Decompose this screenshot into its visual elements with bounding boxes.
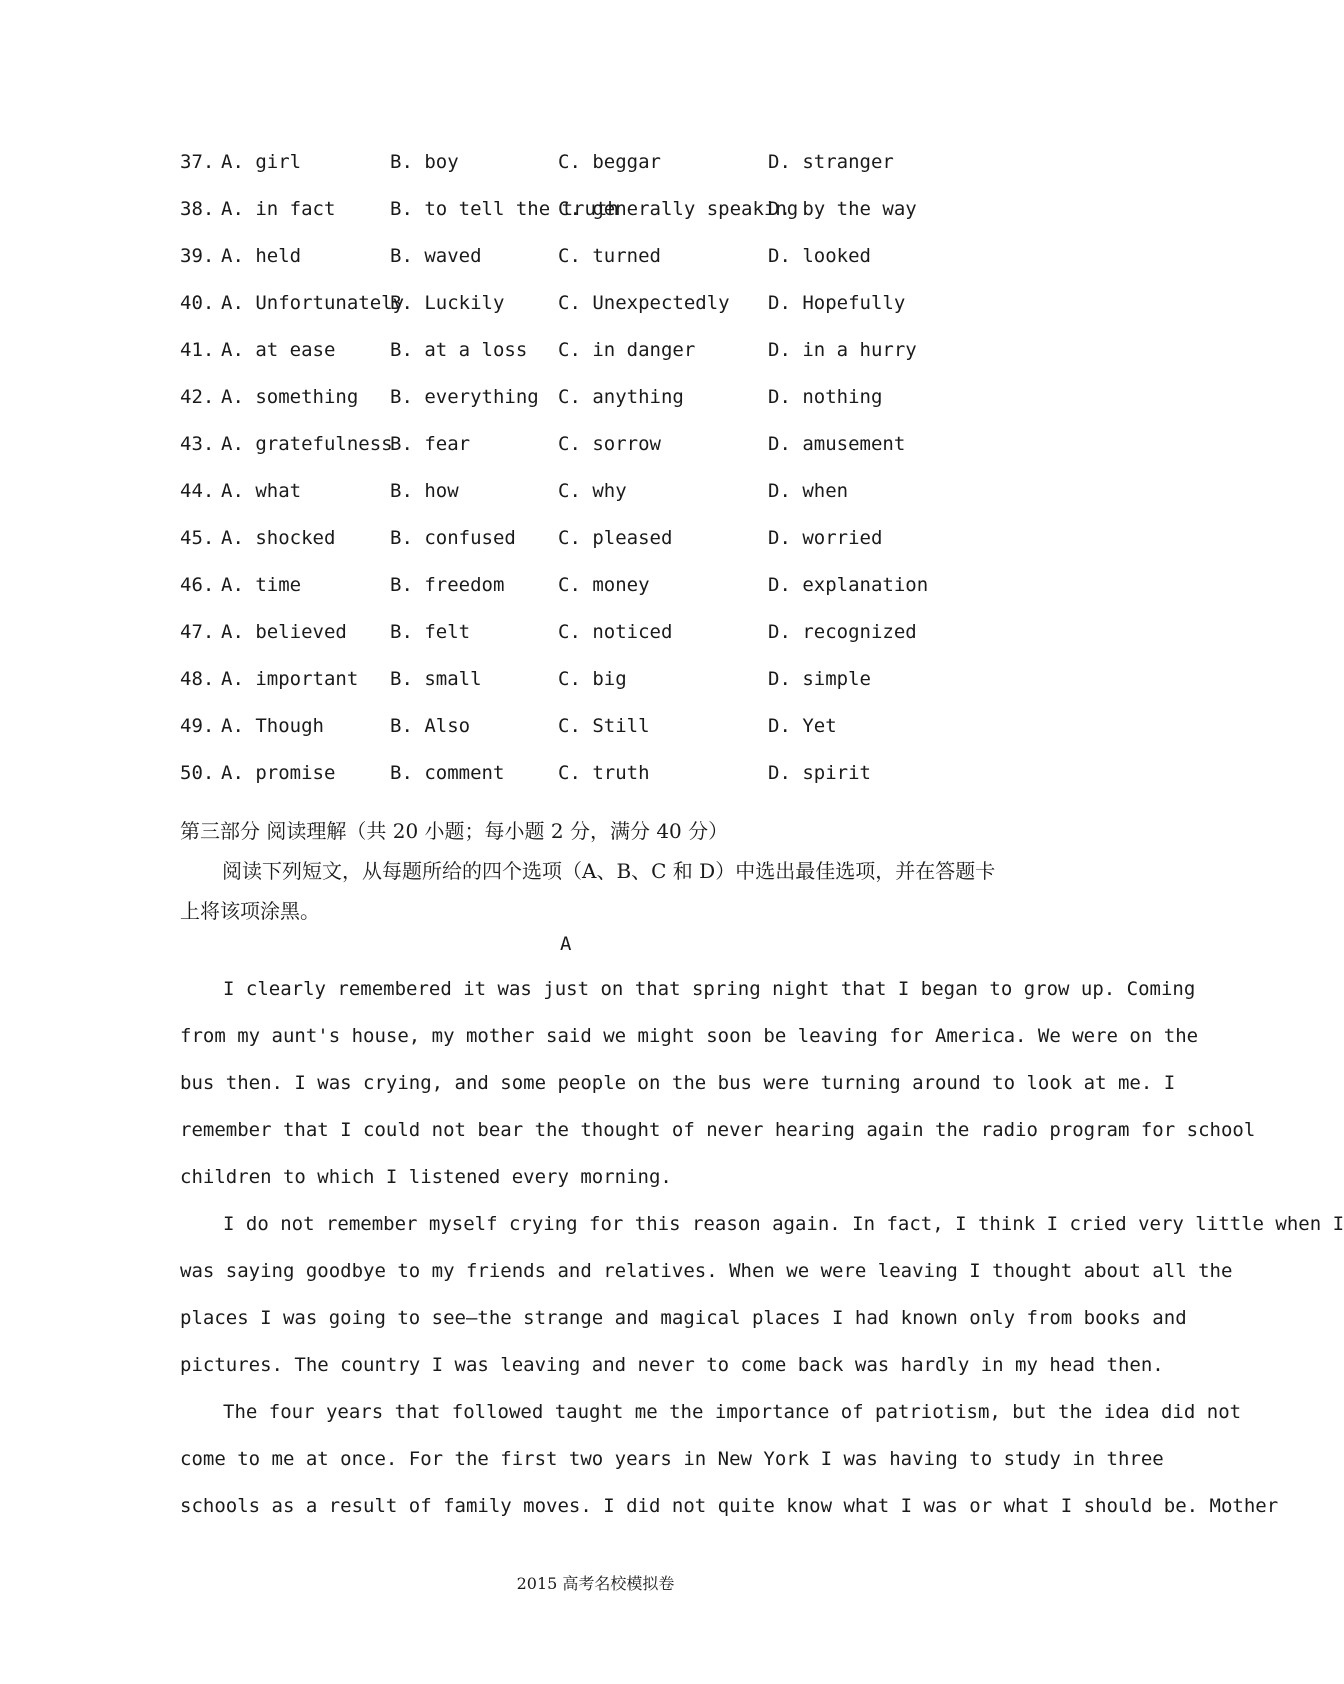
option-b: B. boy xyxy=(390,151,459,173)
passage-line: come to me at once. For the first two years in New York I was having to study in three xyxy=(180,1448,1164,1470)
question-row xyxy=(180,198,1080,245)
option-d: D. simple xyxy=(768,668,871,690)
option-d: D. when xyxy=(768,480,849,502)
option-c: C. truth xyxy=(558,762,650,784)
question-number: 37. xyxy=(180,151,215,173)
option-a: A. at ease xyxy=(221,339,336,361)
option-b: B. confused xyxy=(390,527,516,549)
question-row xyxy=(180,527,1080,574)
option-d: D. Yet xyxy=(768,715,837,737)
passage-line: remember that I could not bear the thought of never hearing again the radio program for school xyxy=(180,1119,1256,1141)
question-row xyxy=(180,621,1080,668)
passage-line: I clearly remembered it was just on that spring night that I began to grow up. Coming xyxy=(223,978,1196,1000)
option-d: D. recognized xyxy=(768,621,917,643)
option-b: B. to tell the truth xyxy=(390,198,619,220)
question-row xyxy=(180,715,1080,762)
option-b: B. Luckily xyxy=(390,292,505,314)
option-a: A. time xyxy=(221,574,302,596)
option-b: B. how xyxy=(390,480,459,502)
option-d: D. worried xyxy=(768,527,883,549)
question-number: 40. xyxy=(180,292,215,314)
question-number: 38. xyxy=(180,198,215,220)
instruction-line-2: 上将该项涂黑。 xyxy=(180,899,320,923)
question-number: 45. xyxy=(180,527,215,549)
option-d: D. amusement xyxy=(768,433,906,455)
option-a: A. Unfortunately xyxy=(221,292,405,314)
option-d: D. looked xyxy=(768,245,871,267)
option-a: A. girl xyxy=(221,151,302,173)
option-b: B. comment xyxy=(390,762,505,784)
question-row xyxy=(180,762,1080,809)
option-b: B. Also xyxy=(390,715,471,737)
question-row xyxy=(180,151,1080,198)
option-a: A. something xyxy=(221,386,359,408)
question-number: 39. xyxy=(180,245,215,267)
option-d: D. nothing xyxy=(768,386,883,408)
option-a: A. gratefulness xyxy=(221,433,393,455)
question-number: 43. xyxy=(180,433,215,455)
passage-text xyxy=(180,978,1344,1542)
option-b: B. small xyxy=(390,668,482,690)
option-c: C. in danger xyxy=(558,339,696,361)
option-d: D. by the way xyxy=(768,198,917,220)
passage-line: schools as a result of family moves. I did not quite know what I was or what I should be. Mother xyxy=(180,1495,1279,1517)
option-c: C. noticed xyxy=(558,621,673,643)
question-number: 41. xyxy=(180,339,215,361)
question-row xyxy=(180,433,1080,480)
option-b: B. fear xyxy=(390,433,471,455)
passage-line: bus then. I was crying, and some people on the bus were turning around to look at me. I xyxy=(180,1072,1176,1094)
question-row xyxy=(180,245,1080,292)
option-a: A. in fact xyxy=(221,198,336,220)
option-c: C. generally speaking xyxy=(558,198,799,220)
question-number: 44. xyxy=(180,480,215,502)
passage-line: places I was going to see—the strange and magical places I had known only from books and xyxy=(180,1307,1187,1329)
question-number: 48. xyxy=(180,668,215,690)
passage-line: children to which I listened every morning. xyxy=(180,1166,672,1188)
option-c: C. Unexpectedly xyxy=(558,292,730,314)
section-title: 第三部分 阅读理解（共 20 小题；每小题 2 分，满分 40 分） xyxy=(180,819,729,843)
option-c: C. turned xyxy=(558,245,661,267)
option-d: D. explanation xyxy=(768,574,929,596)
option-c: C. why xyxy=(558,480,627,502)
passage-line: I do not remember myself crying for this reason again. In fact, I think I cried very little when I xyxy=(223,1213,1344,1235)
question-number: 46. xyxy=(180,574,215,596)
option-d: D. stranger xyxy=(768,151,894,173)
option-c: C. big xyxy=(558,668,627,690)
option-c: C. pleased xyxy=(558,527,673,549)
option-a: A. Though xyxy=(221,715,324,737)
option-c: C. money xyxy=(558,574,650,596)
question-row xyxy=(180,668,1080,715)
question-number: 49. xyxy=(180,715,215,737)
passage-line: from my aunt's house, my mother said we might soon be leaving for America. We were on the xyxy=(180,1025,1199,1047)
question-number: 47. xyxy=(180,621,215,643)
question-number: 42. xyxy=(180,386,215,408)
passage-line: The four years that followed taught me the importance of patriotism, but the idea did not xyxy=(223,1401,1242,1423)
question-row xyxy=(180,386,1080,433)
option-b: B. everything xyxy=(390,386,539,408)
passage-letter: A xyxy=(560,933,572,955)
option-c: C. anything xyxy=(558,386,684,408)
passage-line: was saying goodbye to my friends and relatives. When we were leaving I thought about all the xyxy=(180,1260,1233,1282)
question-row xyxy=(180,339,1080,386)
option-b: B. felt xyxy=(390,621,471,643)
option-d: D. Hopefully xyxy=(768,292,906,314)
instruction-line-1: 阅读下列短文，从每题所给的四个选项（A、B、C 和 D）中选出最佳选项，并在答题卡 xyxy=(222,859,996,883)
option-a: A. believed xyxy=(221,621,347,643)
option-c: C. Still xyxy=(558,715,650,737)
option-b: B. waved xyxy=(390,245,482,267)
option-a: A. promise xyxy=(221,762,336,784)
option-a: A. what xyxy=(221,480,302,502)
page-footer: 2015 高考名校模拟卷 xyxy=(516,1574,675,1593)
option-a: A. held xyxy=(221,245,302,267)
option-d: D. in a hurry xyxy=(768,339,917,361)
answer-choices-list xyxy=(180,151,1080,809)
option-d: D. spirit xyxy=(768,762,871,784)
passage-line: pictures. The country I was leaving and never to come back was hardly in my head then. xyxy=(180,1354,1164,1376)
question-row xyxy=(180,480,1080,527)
option-c: C. sorrow xyxy=(558,433,661,455)
question-number: 50. xyxy=(180,762,215,784)
option-a: A. important xyxy=(221,668,359,690)
option-b: B. freedom xyxy=(390,574,505,596)
option-b: B. at a loss xyxy=(390,339,528,361)
question-row xyxy=(180,292,1080,339)
option-c: C. beggar xyxy=(558,151,661,173)
question-row xyxy=(180,574,1080,621)
option-a: A. shocked xyxy=(221,527,336,549)
